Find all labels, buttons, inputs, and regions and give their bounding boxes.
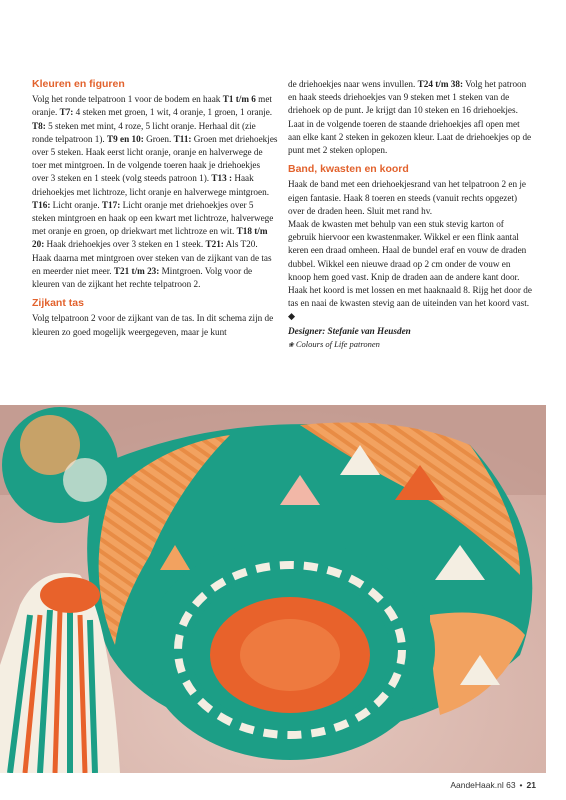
text-run: de driehoekjes naar wens invullen. <box>288 79 418 89</box>
page-footer <box>450 780 536 790</box>
text-run: Groen met driehoekjes over 5 steken. Haak eerst licht oranje, oranje en halverwege de toer met mintgroen. In de volgende toeren haak je driehoekjes over 3 steken en 1 steek (volg steeds patroon 1). <box>32 133 278 184</box>
bold-run: T11: <box>173 133 192 144</box>
text-run: Mintgroen. Volg voor de kleuren van de zijkant het rechte telpatroon 2. <box>32 265 253 290</box>
paragraph-kleuren <box>32 93 278 291</box>
text-run: Licht oranje. <box>50 199 102 210</box>
paragraph-zijkant <box>32 312 278 338</box>
bold-run: T7: <box>59 107 74 118</box>
text-run: Licht oranje met driehoekjes over 5 steken mintgroen en haak op een kwart met lichtroze, halverwege met oranje en groen, op driekwart met lichtroze en wit. <box>32 199 274 237</box>
text-run: 5 steken met mint, 4 roze, 5 licht oranje. Herhaal dit (zie ronde telpatroon 1). <box>32 120 256 144</box>
text-run: Maak de kwasten met behulp van een stuk stevig karton of gebruik hiervoor een kwastenmaker. Wikkel er een flink aantal keren een draad omheen. Haal de bundel eraf en vouw de draden dubbel. Wikkel een nieuwe draad op 2 cm onder de vouw en knoop hem goed vast. Knip de draden aan de andere kant door. Haak het koord is met lossen en met haaknaald 8. Rijg het door de tas en naai de kwasten stevig aan de uiteinden van het koord vast. <box>288 219 532 309</box>
page-number: 21 <box>526 780 536 790</box>
heading-zijkant-tas: Zijkant tas <box>32 297 84 310</box>
pattern-credit-text: Colours of Life patronen <box>295 338 380 349</box>
pompom-highlight <box>63 458 107 502</box>
crochet-bag-photo <box>0 405 546 773</box>
bold-run: T1 t/m 6 <box>222 94 256 105</box>
bold-run: T16: <box>32 199 51 210</box>
flower-icon: ❀ <box>288 340 294 349</box>
text-run: Volg het ronde telpatroon 1 voor de bodem en haak <box>32 94 223 105</box>
bag-bottom-center-inner <box>240 619 340 691</box>
bold-run: T9 en 10: <box>107 133 144 144</box>
crochet-bag-illustration <box>0 405 546 773</box>
text-run: Haak driehoekjes over 3 steken en 1 steek. <box>44 239 206 250</box>
bold-run: T24 t/m 38: <box>417 79 464 89</box>
pattern-credit <box>288 338 534 352</box>
right-column <box>288 78 534 352</box>
heading-kleuren-en-figuren: Kleuren en figuren <box>32 78 125 90</box>
paragraph-band <box>288 178 534 218</box>
paragraph-kwasten <box>288 218 534 324</box>
text-run: Haak driehoekjes met lichtroze, licht oranje en halverwege mintgroen. <box>32 173 269 197</box>
bold-run: ◆ <box>288 311 296 322</box>
left-column <box>32 78 278 339</box>
paragraph-continued <box>288 78 534 157</box>
bold-run: T8: <box>32 120 46 131</box>
text-run: met oranje. <box>32 94 272 118</box>
text-run: Volg telpatroon 2 voor de zijkant van de tas. In dit schema zijn de kleuren zo goed mogelijk weergegeven, maar je kunt <box>32 313 274 337</box>
footer-site: AandeHaak.nl 63 <box>450 780 516 790</box>
text-run: Als T20. Haak daarna met mintgroen over steken van de zijkant van de tas en meerder niet meer. <box>32 239 272 276</box>
footer-dot: • <box>519 780 523 790</box>
bold-run: T17: <box>101 199 121 210</box>
heading-band-kwasten-koord: Band, kwasten en koord <box>288 163 409 176</box>
bold-run: T13 : <box>211 173 233 184</box>
designer-credit: Designer: Stefanie van Heusden <box>288 325 411 336</box>
tassel-knot <box>40 577 100 613</box>
text-run: Groen. <box>143 133 174 144</box>
text-run: 4 steken met groen, 1 wit, 4 oranje, 1 groen, 1 oranje. <box>73 107 273 118</box>
bold-run: T21: <box>205 239 224 250</box>
bold-run: T21 t/m 23: <box>113 265 160 276</box>
text-run: Volg het patroon en haak steeds driehoekjes van 9 steken met 1 steken van de driehoek op de punt. Je krijgt dan 10 steken en 16 driehoekjes. Laat in de volgende toeren de staande driehoekjes afl open met aan elke kant 2 steken in gekozen kleur. Laat de driehoekjes op de punt met 2 steken oplopen. <box>288 79 532 156</box>
bold-run: T18 t/m 20: <box>32 226 268 250</box>
text-run: Haak de band met een driehoekjesrand van het telpatroon 2 en je eigen fantasie. Haak 8 toeren en steeds (vanuit rechts opgezet) over de draden heen. Sluit met rand hv. <box>288 179 527 216</box>
